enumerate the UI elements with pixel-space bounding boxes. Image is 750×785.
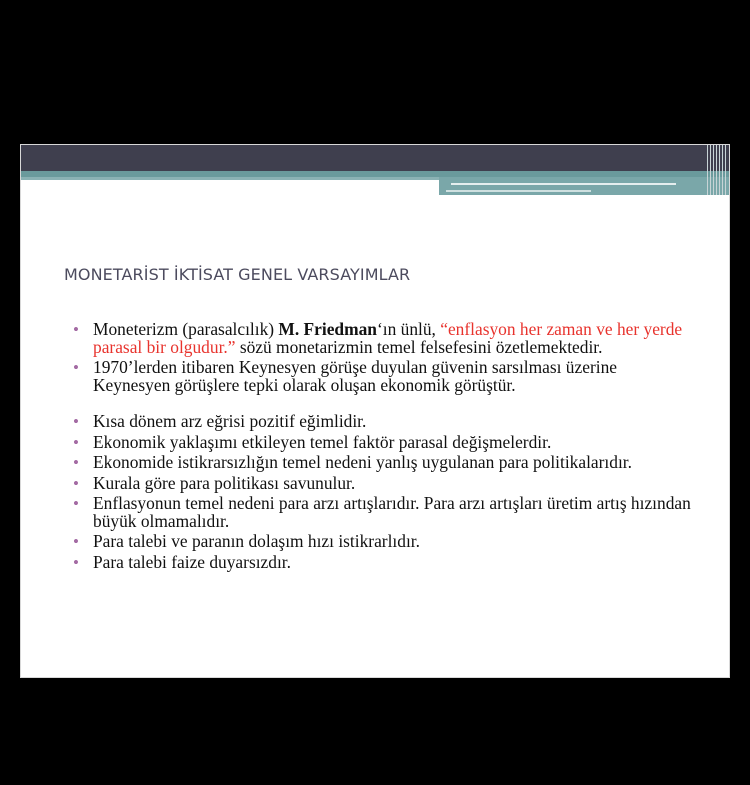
list-item (73, 431, 693, 452)
list-item (73, 413, 693, 431)
list-item (73, 454, 693, 472)
bullet-list (73, 321, 693, 574)
bullet-text: Moneterizm (parasalcılık) (93, 319, 279, 339)
header-band-teal-thin (21, 177, 439, 180)
list-item (73, 472, 693, 493)
bullet-text: Enflasyonun temel nedeni para arzı artışlarıdır. Para arzı artışları üretim artış hızından büyük olmamalıdır. (93, 493, 691, 531)
bullet-icon: • (73, 473, 79, 493)
bullet-text: sözü monetarizmin temel felsefesini özetlemektedir. (235, 336, 603, 357)
header-band-dark (21, 145, 729, 171)
presentation-slide (21, 145, 729, 677)
bullet-icon: • (73, 432, 79, 452)
bullet-icon: • (73, 412, 79, 431)
header-highlight-line (451, 183, 676, 185)
bullet-icon: • (73, 358, 79, 377)
bullet-icon: • (73, 532, 79, 551)
list-item (73, 533, 693, 551)
bullet-icon: • (73, 320, 79, 339)
bullet-text: Ekonomik yaklaşımı etkileyen temel faktör parasal değişmelerdir. (93, 431, 552, 452)
header-stripes (705, 145, 729, 195)
bullet-icon: • (73, 453, 79, 472)
bullet-icon: • (73, 552, 79, 572)
bullet-text: Para talebi faize duyarsızdır. (93, 551, 291, 572)
list-item (73, 495, 693, 530)
bullet-text: ‘ın ünlü, (376, 319, 441, 339)
bullet-text: Para talebi ve paranın dolaşım hızı istikrarlıdır. (93, 531, 420, 551)
list-item (73, 359, 693, 394)
bullet-text: Kısa dönem arz eğrisi pozitif eğimlidir. (93, 411, 367, 431)
bullet-text: Kurala göre para politikası savunulur. (93, 472, 356, 493)
list-item (73, 551, 693, 572)
bullet-icon: • (73, 494, 79, 513)
header-band-teal-block (439, 177, 729, 195)
list-item (73, 321, 693, 356)
header-highlight-line (446, 190, 591, 192)
bullet-bold-name: M. Friedman (278, 319, 377, 339)
slide-title: MONETARİST İKTİSAT GENEL VARSAYIMLAR (64, 265, 411, 284)
bullet-text: Ekonomide istikrarsızlığın temel nedeni yanlış uygulanan para politikalarıdır. (93, 452, 632, 472)
bullet-text: 1970’lerden itibaren Keynesyen görüşe duyulan güvenin sarsılması üzerine Keynesyen görüşlere tepki olarak oluşan ekonomik görüştür. (93, 357, 617, 395)
bullet-quote: “enflasyon her zaman ve her yerde parasal bir olgudur.” (93, 319, 683, 357)
